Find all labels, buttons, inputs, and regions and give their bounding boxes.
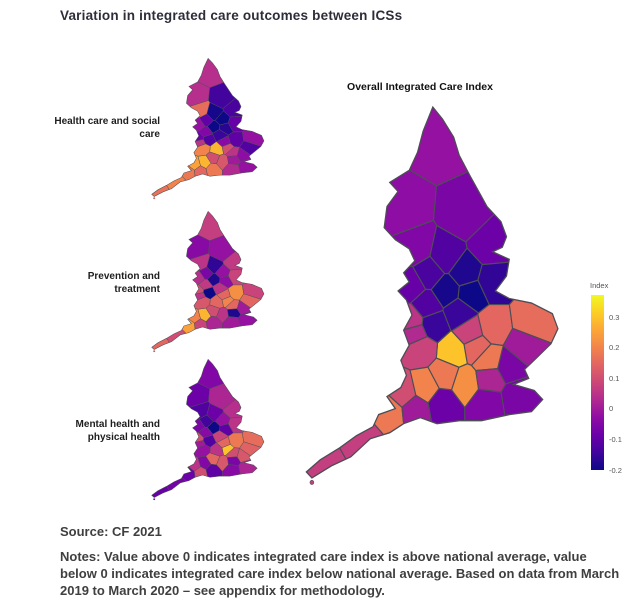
legend-title: Index	[590, 281, 609, 290]
chart-title: Variation in integrated care outcomes between ICSs	[60, 8, 403, 23]
map-region	[239, 311, 272, 354]
map-region	[228, 268, 260, 285]
map-region	[239, 459, 272, 502]
legend-tick-label: 0.1	[609, 373, 620, 383]
map-health-social-care	[148, 55, 272, 201]
legend-tick-label: -0.1	[609, 434, 622, 444]
source-text: Source: CF 2021	[60, 524, 162, 539]
map-region	[228, 416, 260, 433]
map-region	[208, 364, 272, 410]
map-region	[148, 131, 204, 148]
map-prevention-treatment	[148, 208, 272, 354]
map-region	[223, 66, 272, 117]
map-region	[501, 374, 576, 490]
map-region	[148, 208, 272, 241]
map-overall-integrated-care-index	[298, 98, 576, 490]
map-region	[206, 316, 222, 354]
map-region	[239, 158, 272, 201]
map-label-mental-physical-health: Mental health and physical health	[75, 419, 160, 443]
map-region	[148, 284, 204, 301]
map-region	[228, 115, 260, 132]
legend-tick-label: 0.3	[609, 312, 620, 322]
map-region	[148, 55, 272, 88]
map-region	[466, 128, 576, 265]
legend-tick-label: -0.2	[609, 465, 622, 475]
map-region	[298, 303, 423, 348]
map-region	[148, 356, 272, 389]
map-label-prevention-treatment: Prevention and treatment	[87, 271, 160, 295]
legend-colorbar	[591, 295, 604, 470]
map-region	[148, 432, 204, 449]
scilly-isles-dot	[153, 498, 155, 500]
map-region	[208, 216, 272, 262]
legend-tick-label: 0	[609, 404, 614, 414]
scilly-isles-dot	[153, 350, 155, 352]
map-region	[478, 259, 549, 305]
notes-text: Notes: Value above 0 indicates integrated care index is above national average, value below 0 indicates integrated care index below national average. Based on data from March 2019 to March 2020 – see appendix for methodology.	[60, 549, 620, 598]
scilly-isles-dot	[153, 197, 155, 199]
map-label-overall-index: Overall Integrated Care Index	[347, 81, 493, 93]
map-region	[206, 464, 222, 502]
map-region	[298, 98, 576, 186]
map-region	[208, 63, 272, 109]
map-region	[223, 367, 272, 418]
map-region	[434, 120, 576, 242]
legend-tick-label: 0.2	[609, 343, 620, 353]
color-legend	[589, 281, 639, 486]
scilly-isles-dot	[310, 480, 314, 484]
map-region	[223, 219, 272, 270]
map-label-health-social-care: Health care and social care	[54, 116, 160, 140]
map-region	[428, 388, 465, 490]
map-mental-physical-health	[148, 356, 272, 502]
map-region	[206, 163, 222, 201]
